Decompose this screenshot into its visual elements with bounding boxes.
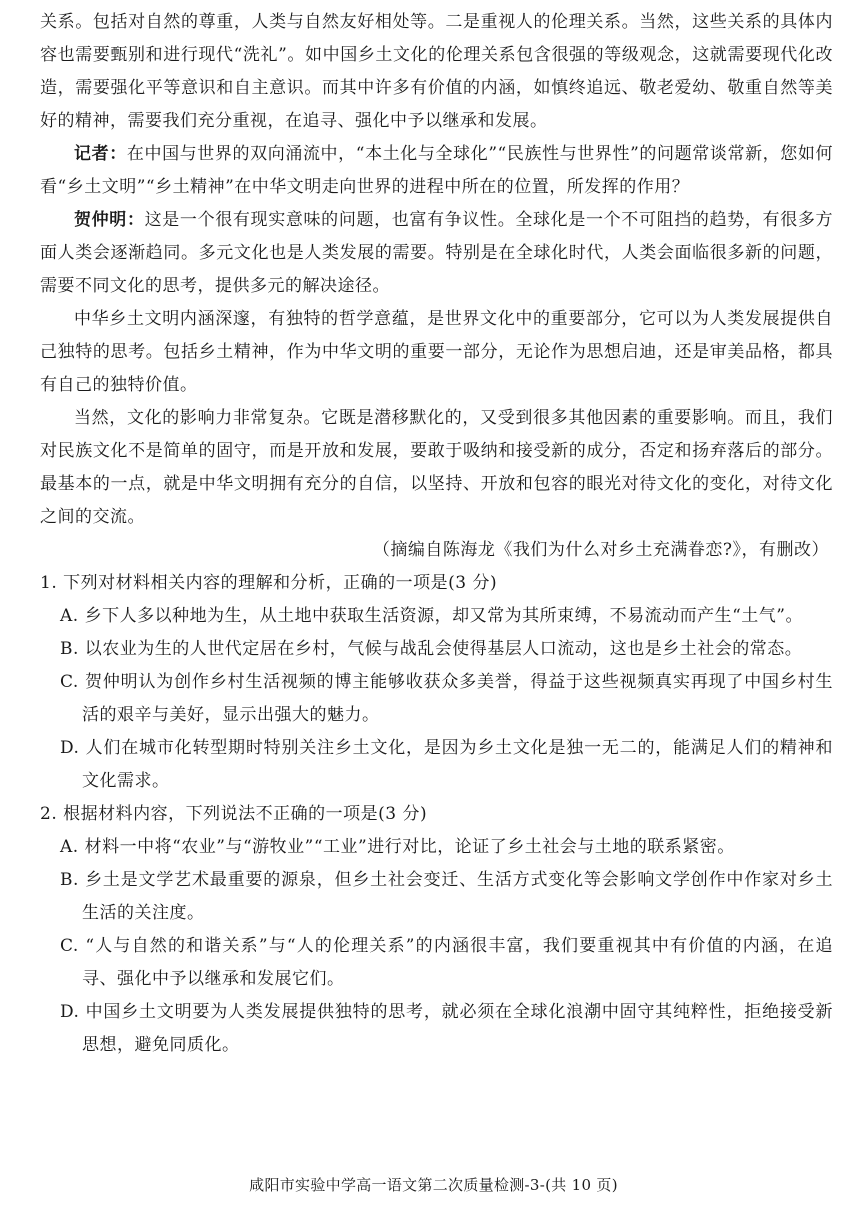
- option-a: A. 材料一中将“农业”与“游牧业”“工业”进行对比，论证了乡土社会与土地的联系紧密。: [60, 837, 735, 857]
- option-b: B. 以农业为生的人世代定居在乡村，气候与战乱会使得基层人口流动，这也是乡土社会的常态。: [60, 639, 803, 659]
- document-page: [40, 6, 833, 1062]
- option-c: C. “人与自然的和谐关系”与“人的伦理关系”的内涵很丰富，我们要重视其中有价值的内涵，在追寻、强化中予以继承和发展它们。: [60, 936, 833, 989]
- option-c: C. 贺仲明认为创作乡村生活视频的博主能够收获众多美誉，得益于这些视频真实再现了中国乡村生活的艰辛与美好，显示出强大的魅力。: [60, 672, 833, 725]
- page-footer: 咸阳市实验中学高一语文第二次质量检测-3-(共 10 页): [249, 1176, 618, 1194]
- paragraph-reporter: [40, 138, 833, 204]
- reporter-question-text: 在中国与世界的双向涌流中，“本土化与全球化”“民族性与世界性”的问题常谈常新，您如何看“乡土文明”“乡土精神”在中华文明走向世界的进程中所在的位置，所发挥的作用？: [40, 144, 834, 197]
- question-stem: 1. 下列对材料相关内容的理解和分析，正确的一项是(3 分): [40, 573, 498, 593]
- article-source: （摘编自陈海龙《我们为什么对乡土充满眷恋?》，有删改）: [372, 540, 829, 560]
- paragraph-1: 关系。包括对自然的尊重，人类与自然友好相处等。二是重视人的伦理关系。当然，这些关系的具体内容也需要甄别和进行现代“洗礼”。如中国乡土文化的伦理关系包含很强的等级观念，这就需要现代化改造，需要强化平等意识和自主意识。而其中许多有价值的内涵，如慎终追远、敬老爱幼、敬重自然等美好的精神，需要我们充分重视，在追寻、强化中予以继承和发展。: [40, 12, 833, 131]
- option-b: B. 乡土是文学艺术最重要的源泉，但乡土社会变迁、生活方式变化等会影响文学创作中作家对乡土生活的关注度。: [60, 870, 833, 923]
- question-1: [40, 567, 833, 798]
- question-stem: 2. 根据材料内容，下列说法不正确的一项是(3 分): [40, 804, 428, 824]
- question-2: [40, 798, 833, 1062]
- he-zhongming-answer-text: 这是一个很有现实意味的问题，也富有争议性。全球化是一个不可阻挡的趋势，有很多方面人类会逐渐趋同。多元文化也是人类发展的需要。特别是在全球化时代，人类会面临很多新的问题，需要不同文化的思考，提供多元的解决途径。: [40, 210, 834, 296]
- option-d: D. 中国乡土文明要为人类发展提供独特的思考，就必须在全球化浪潮中固守其纯粹性，拒绝接受新思想，避免同质化。: [60, 1002, 833, 1055]
- speaker-he-zhongming: 贺仲明：: [74, 210, 145, 230]
- paragraph-he-zhongming: [40, 204, 833, 303]
- paragraph-5: 当然，文化的影响力非常复杂。它既是潜移默化的，又受到很多其他因素的重要影响。而且，我们对民族文化不是简单的固守，而是开放和发展，要敢于吸纳和接受新的成分，否定和扬弃落后的部分。最基本的一点，就是中华文明拥有充分的自信，以坚持、开放和包容的眼光对待文化的变化，对待文化之间的交流。: [40, 408, 833, 527]
- option-a: A. 乡下人多以种地为生，从土地中获取生活资源，却又常为其所束缚，不易流动而产生“土气”。: [60, 606, 803, 626]
- paragraph-4: 中华乡土文明内涵深邃，有独特的哲学意蕴，是世界文化中的重要部分，它可以为人类发展提供自己独特的思考。包括乡土精神，作为中华文明的重要一部分，无论作为思想启迪，还是审美品格，都具有自己的独特价值。: [40, 309, 833, 395]
- option-d: D. 人们在城市化转型期时特别关注乡土文化，是因为乡土文化是独一无二的，能满足人们的精神和文化需求。: [60, 738, 833, 791]
- speaker-reporter: 记者：: [74, 144, 127, 164]
